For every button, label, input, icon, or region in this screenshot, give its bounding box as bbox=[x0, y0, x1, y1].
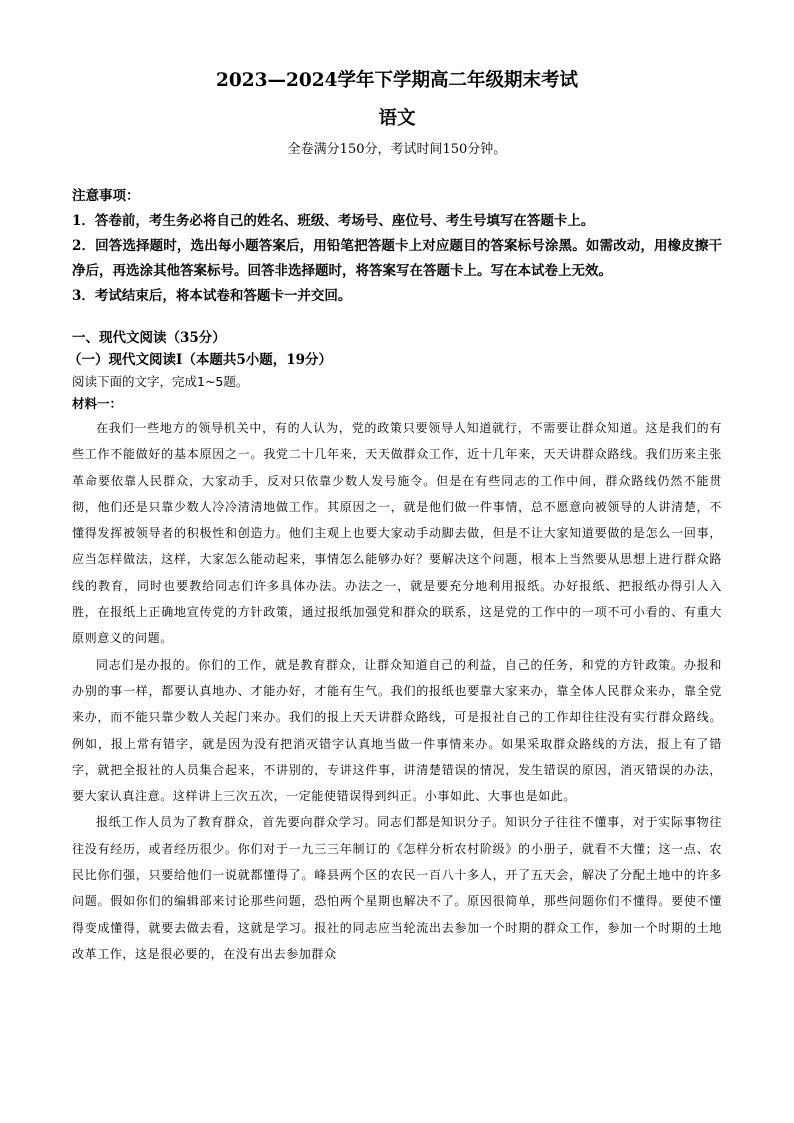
notice-item: 2．回答选择题时，选出每小题答案后，用铅笔把答题卡上对应题目的答案标号涂黑。如需改动，用橡皮擦干净后，再选涂其他答案标号。回答非选择题时，将答案写在答题卡上。写在本试卷上无效。 bbox=[72, 238, 722, 279]
passage-paragraph: 报纸工作人员为了教育群众，首先要向群众学习。同志们都是知识分子。知识分子往往不懂事，对于实际事物往往没有经历，或者经历很少。你们对于一九三三年制订的《怎样分析农村阶级》的小册子，就看不大懂；这一点、农民比你们强，只要给他们一说就都懂得了。峰县两个区的农民一百八十多人，开了五天会，解决了分配土地中的许多问题。假如你们的编辑部来讨论那些问题，恐怕两个星期也解决不了。原因很简单，那些问题你们不懂得。要使不懂得变成懂得，就要去做去看，这就是学习。报社的同志应当轮流出去参加一个时期的群众工作，参加一个时期的土地改革工作，这是很必要的，在没有出去参加群众 bbox=[72, 815, 722, 961]
notice-item: 3．考试结束后，将本试卷和答题卡一并交回。 bbox=[72, 288, 352, 304]
exam-title: 2023—2024学年下学期高二年级期末考试 bbox=[216, 70, 578, 91]
subject-title: 语文 bbox=[378, 108, 416, 129]
material-label: 材料一： bbox=[72, 396, 123, 411]
notice-item: 1．答卷前，考生务必将自己的姓名、班级、考场号、座位号、考生号填写在答题卡上。 bbox=[72, 213, 595, 229]
exam-info: 全卷满分150分，考试时间150分钟。 bbox=[287, 142, 507, 157]
subsection-title: （一）现代文阅读Ⅰ（本题共5小题，19分） bbox=[68, 352, 332, 368]
notice-title: 注意事项： bbox=[72, 188, 140, 204]
section-title: 一、现代文阅读（35分） bbox=[72, 330, 226, 346]
reading-instruction: 阅读下面的文字，完成1~5题。 bbox=[72, 374, 249, 389]
passage-paragraph: 在我们一些地方的领导机关中，有的人认为，党的政策只要领导人知道就行，不需要让群众知道。这是我们的有些工作不能做好的基本原因之一。我党二十几年来，天天做群众工作，近十几年来，天天讲群众路线。我们历来主张革命要依靠人民群众，大家动手，反对只依靠少数人发号施令。但是在有些同志的工作中间，群众路线仍然不能贯彻，他们还是只靠少数人冷冷清清地做工作。其原因之一，就是他们做一件事情，总不愿意向被领导的人讲清楚，不懂得发挥被领导者的积极性和创造力。他们主观上也要大家动手动脚去做，但是不让大家知道要做的是怎么一回事，应当怎样做法，这样，大家怎么能动起来，事情怎么能够办好？要解决这个问题，根本上当然要从思想上进行群众路线的教育，同时也要教给同志们许多具体办法。办法之一，就是要充分地利用报纸。办好报纸、把报纸办得引人入胜，在报纸上正确地宣传党的方针政策，通过报纸加强党和群众的联系，这是党的工作中的一项不可小看的、有重大原则意义的问题。 bbox=[72, 421, 722, 646]
passage-paragraph: 同志们是办报的。你们的工作，就是教育群众，让群众知道自己的利益，自己的任务，和党的方针政策。办报和办别的事一样，都要认真地办、才能办好，才能有生气。我们的报纸也要靠大家来办，靠全体人民群众来办，靠全党来办，而不能只靠少数人关起门来办。我们的报上天天讲群众路线，可是报社自己的工作却往往没有实行群众路线。例如，报上常有错字，就是因为没有把消灭错字认真地当做一件事情来办。如果采取群众路线的方法，报上有了错字，就把全报社的人员集合起来，不讲别的，专讲这件事，讲清楚错误的情况，发生错误的原因，消灭错误的办法，要大家认真注意。这样讲上三次五次，一定能使错误得到纠正。小事如此、大事也是如此。 bbox=[72, 657, 722, 804]
